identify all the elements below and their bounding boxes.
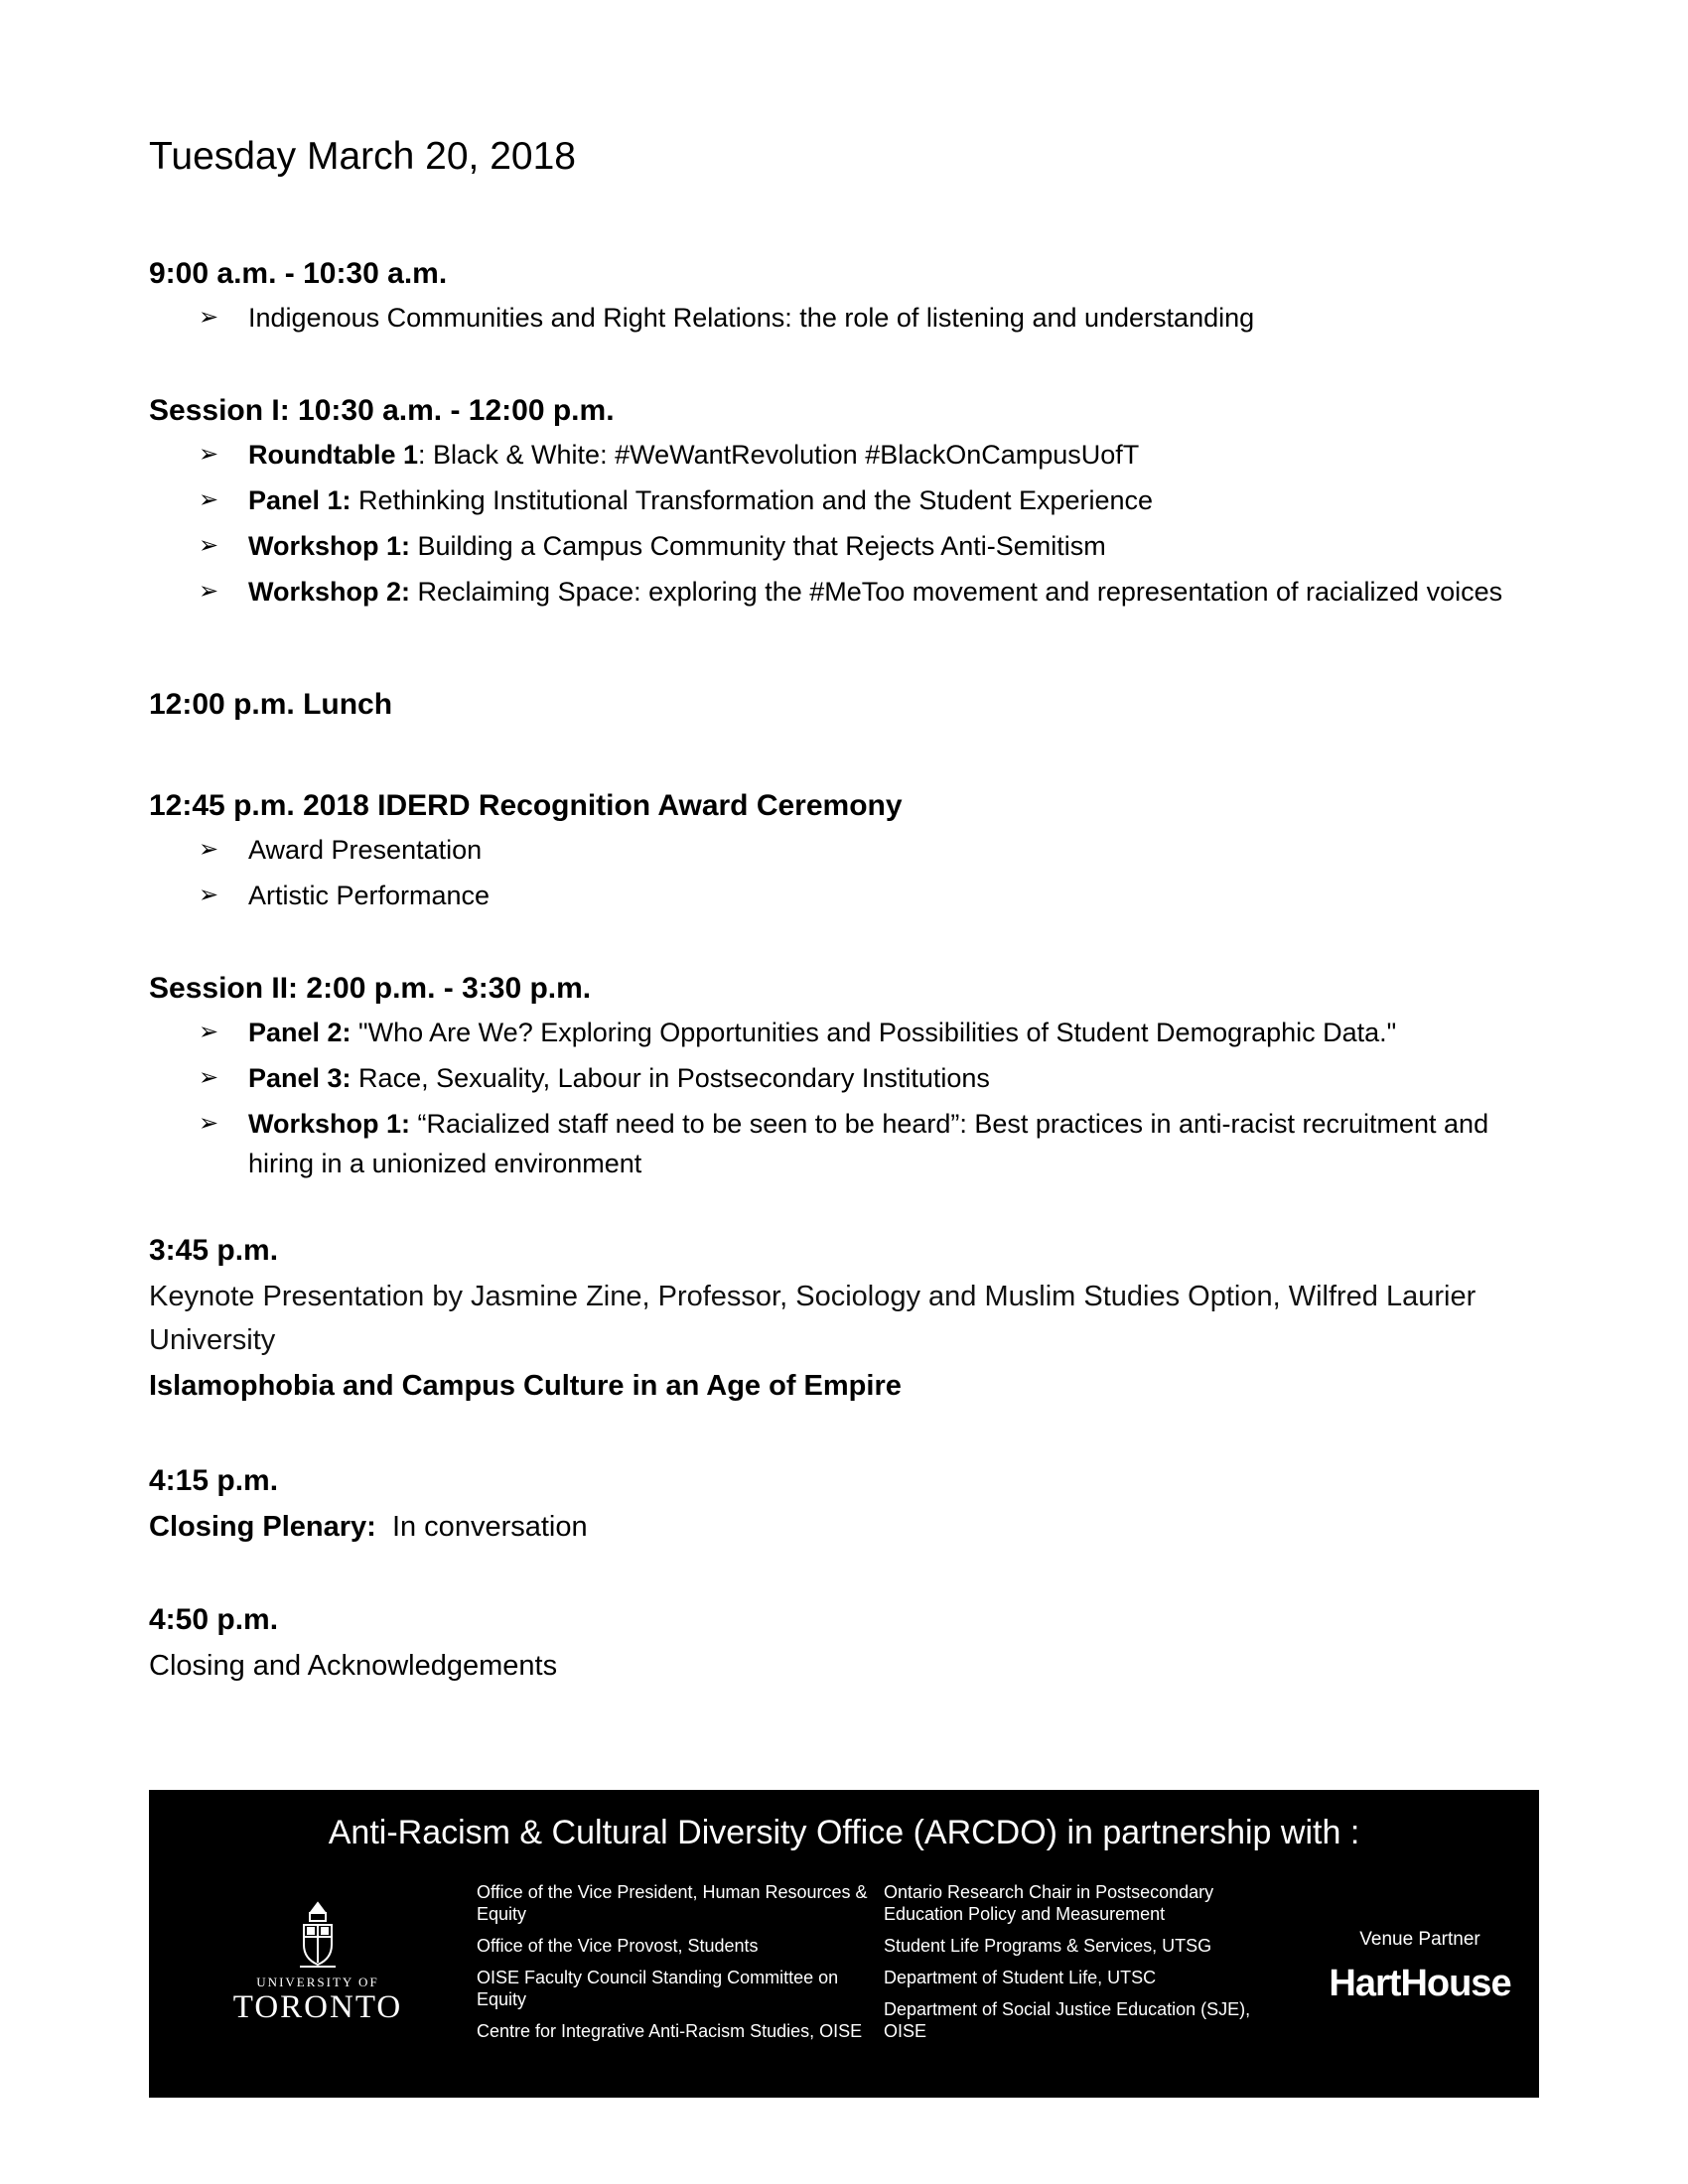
arrow-bullet-icon: ➢ [199,578,219,605]
item-list [149,1013,1539,1183]
uoft-crest-icon [296,1899,340,1971]
list-item: ➢ Panel 3: Race, Sexuality, Labour in Postsecondary Institutions [149,1058,1539,1098]
hart-house-logo: HartHouse [1329,1963,1511,2004]
section-heading: Session II: 2:00 p.m. - 3:30 p.m. [149,972,592,1005]
uoft-small-text: UNIVERSITY OF [256,1975,379,1989]
arrow-bullet-icon: ➢ [199,1019,219,1045]
section-keynote [149,1231,1539,1408]
list-item: ➢ Indigenous Communities and Right Relations: the role of listening and understanding [149,298,1539,338]
section-heading: 12:45 p.m. 2018 IDERD Recognition Award Ceremony [149,789,903,822]
list-item: ➢ Artistic Performance [149,876,1539,915]
section-heading: 3:45 p.m. [149,1234,279,1267]
list-item: ➢ Workshop 2: Reclaiming Space: exploring the #MeToo movement and representation of racialized voices [149,572,1539,612]
item-list [149,298,1539,338]
venue-label: Venue Partner [1359,1929,1480,1950]
list-item: ➢ Roundtable 1: Black & White: #WeWantRevolution #BlackOnCampusUofT [149,435,1539,475]
date-heading: Tuesday March 20, 2018 [149,135,576,178]
partner-item: Department of Social Justice Education (SJE), OISE [884,1999,1251,2041]
item-list [149,435,1539,612]
partner-item: Centre for Integrative Anti-Racism Studies, OISE [477,2021,863,2041]
list-item: ➢ Award Presentation [149,830,1539,870]
venue-partner [1301,1929,1539,2005]
section-session-1 [149,391,1539,617]
partner-item: Office of the Vice President, Human Resources & Equity [477,1882,868,1924]
section-lunch [149,685,1539,725]
list-item: ➢ Panel 1: Rethinking Institutional Transformation and the Student Experience [149,480,1539,520]
banner-title: Anti-Racism & Cultural Diversity Office (ARCDO) in partnership with : [328,1814,1360,1851]
closing-text: Closing and Acknowledgements [149,1650,558,1682]
partner-item: Ontario Research Chair in Postsecondary Education Policy and Measurement [884,1882,1214,1924]
arrow-bullet-icon: ➢ [199,304,219,331]
section-closing-plenary [149,1461,1539,1549]
arrow-bullet-icon: ➢ [199,1110,219,1137]
partners-column-1 [477,1881,884,2052]
keynote-title: Islamophobia and Campus Culture in an Age of Empire [149,1370,902,1402]
arrow-bullet-icon: ➢ [199,532,219,559]
partners-banner [149,1790,1539,2098]
section-closing [149,1600,1539,1688]
list-item: ➢ Panel 2: "Who Are We? Exploring Opportunities and Possibilities of Student Demographic Data." [149,1013,1539,1052]
uoft-logo [218,1899,417,2024]
arrow-bullet-icon: ➢ [199,836,219,863]
arrow-bullet-icon: ➢ [199,441,219,468]
item-list [149,830,1539,915]
arrow-bullet-icon: ➢ [199,486,219,513]
partner-item: Student Life Programs & Services, UTSG [884,1936,1212,1956]
section-opening [149,254,1539,343]
section-heading: 4:50 p.m. [149,1603,279,1636]
section-heading: 12:00 p.m. Lunch [149,688,393,721]
list-item: ➢ Workshop 1: Building a Campus Community that Rejects Anti-Semitism [149,526,1539,566]
keynote-description: Keynote Presentation by Jasmine Zine, Professor, Sociology and Muslim Studies Option, Wilfred Laurier University [149,1281,1477,1356]
partners-column-2 [884,1881,1291,2052]
list-item: ➢ Workshop 1: “Racialized staff need to be seen to be heard”: Best practices in anti-racist recruitment and hiring in a unionized environment [149,1104,1539,1183]
section-heading: Session I: 10:30 a.m. - 12:00 p.m. [149,394,615,427]
partner-item: OISE Faculty Council Standing Committee on Equity [477,1968,839,2009]
section-heading: 9:00 a.m. - 10:30 a.m. [149,257,448,290]
section-heading: 4:15 p.m. [149,1464,279,1497]
closing-plenary-line: Closing Plenary: In conversation [149,1511,588,1543]
section-award-ceremony [149,786,1539,921]
uoft-big-text: TORONTO [232,1989,403,2025]
partner-item: Office of the Vice Provost, Students [477,1936,759,1956]
arrow-bullet-icon: ➢ [199,1064,219,1091]
partner-item: Department of Student Life, UTSC [884,1968,1157,1987]
section-session-2 [149,969,1539,1189]
arrow-bullet-icon: ➢ [199,882,219,908]
